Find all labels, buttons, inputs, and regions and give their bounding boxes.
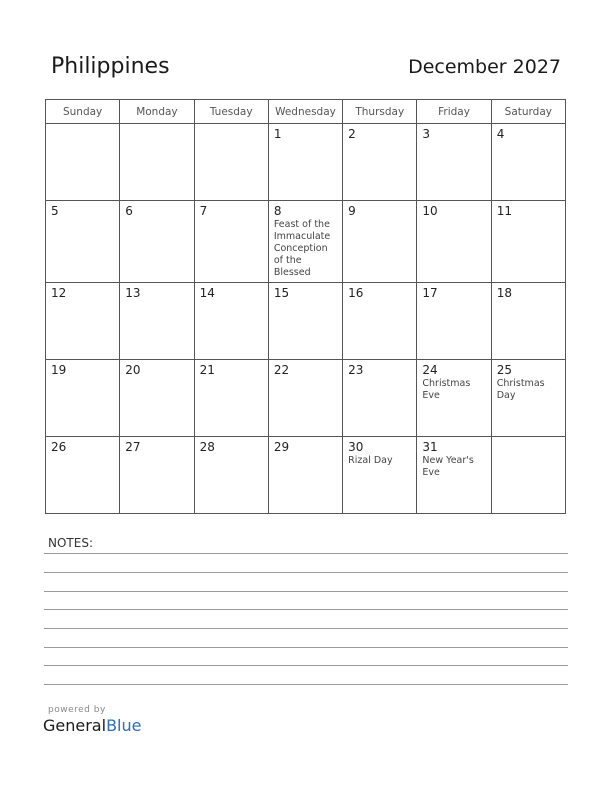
day-number: 25: [496, 363, 512, 377]
note-line: [44, 609, 568, 610]
day-cell[interactable]: [120, 437, 194, 514]
day-cell[interactable]: [46, 283, 120, 360]
day-cell-content: [46, 437, 119, 458]
day-cell-content: [269, 201, 342, 282]
day-number: 12: [51, 286, 67, 300]
day-cell-content: [195, 283, 268, 304]
weekday-thursday: Thursday: [343, 100, 417, 124]
note-line: [44, 572, 568, 573]
day-cell-content: [492, 201, 565, 222]
weekday-monday: Monday: [120, 100, 194, 124]
day-cell-content: [492, 124, 565, 145]
day-cell-content: [269, 360, 342, 381]
note-line: [44, 553, 568, 554]
day-cell[interactable]: [343, 283, 417, 360]
day-cell-content: [492, 360, 565, 405]
day-number: 29: [273, 440, 290, 454]
country-title: Philippines: [51, 54, 170, 79]
note-line: [44, 628, 568, 629]
holiday-label: Feast of the Immaculate Conception of the Blessed: [273, 219, 331, 278]
day-cell[interactable]: [343, 201, 417, 283]
day-number: 8: [273, 204, 282, 218]
day-number: 13: [125, 286, 141, 300]
day-cell[interactable]: [268, 283, 342, 360]
weekday-tuesday: Tuesday: [194, 100, 268, 124]
generalblue-logo[interactable]: [43, 716, 141, 735]
month-title: December 2027: [408, 56, 561, 78]
day-cell[interactable]: [120, 360, 194, 437]
calendar-body: [46, 124, 566, 514]
day-cell-content: [417, 437, 490, 482]
day-number: 22: [273, 363, 290, 377]
day-cell[interactable]: [268, 437, 342, 514]
day-cell-content: [343, 360, 416, 381]
day-number: 6: [125, 204, 133, 218]
day-cell-content: [120, 283, 193, 304]
day-cell[interactable]: [46, 124, 120, 201]
day-cell[interactable]: [491, 124, 565, 201]
day-cell[interactable]: [268, 201, 342, 283]
logo-blue: Blue: [106, 716, 142, 735]
day-cell-content: [492, 283, 565, 304]
day-cell-content: [195, 124, 268, 131]
day-number: 11: [496, 204, 512, 218]
day-cell[interactable]: [120, 283, 194, 360]
day-cell-content: [195, 437, 268, 458]
calendar-grid: [45, 99, 566, 514]
day-cell-content: [417, 201, 490, 222]
day-number: 20: [125, 363, 141, 377]
week-row: [46, 360, 566, 437]
day-cell-content: [120, 124, 193, 131]
day-cell[interactable]: [417, 201, 491, 283]
day-cell-content: [46, 283, 119, 304]
day-cell-content: [417, 124, 490, 145]
day-cell[interactable]: [343, 437, 417, 514]
day-cell[interactable]: [120, 201, 194, 283]
holiday-label: Christmas Day: [496, 378, 545, 401]
day-cell[interactable]: [120, 124, 194, 201]
day-cell-content: [417, 360, 490, 405]
week-row: [46, 437, 566, 514]
holiday-label: New Year's Eve: [422, 455, 474, 478]
day-cell[interactable]: [417, 360, 491, 437]
day-number: 15: [273, 286, 290, 300]
day-cell[interactable]: [343, 360, 417, 437]
day-cell-content: [46, 124, 119, 131]
day-cell-content: [46, 360, 119, 381]
week-row: [46, 283, 566, 360]
day-cell[interactable]: [194, 437, 268, 514]
day-number: 10: [422, 204, 438, 218]
holiday-label: Christmas Eve: [422, 378, 471, 401]
day-cell[interactable]: [491, 360, 565, 437]
day-number: 19: [51, 363, 67, 377]
day-cell[interactable]: [491, 201, 565, 283]
note-line: [44, 647, 568, 648]
day-number: 16: [348, 286, 364, 300]
day-number: 2: [348, 127, 356, 141]
note-line: [44, 684, 568, 685]
day-cell-content: [120, 201, 193, 222]
day-number: 14: [199, 286, 215, 300]
day-number: 24: [422, 363, 438, 377]
powered-by-text: powered by: [48, 705, 106, 715]
day-number: 1: [273, 127, 282, 141]
week-row: [46, 201, 566, 283]
day-cell[interactable]: [491, 437, 565, 514]
day-cell-content: [120, 360, 193, 381]
note-line: [44, 591, 568, 592]
day-cell-content: [46, 201, 119, 222]
day-cell[interactable]: [46, 201, 120, 283]
day-cell[interactable]: [194, 201, 268, 283]
day-number: 4: [496, 127, 505, 141]
day-number: 26: [51, 440, 67, 454]
day-cell-content: [269, 437, 342, 458]
day-cell[interactable]: [46, 360, 120, 437]
day-cell-content: [269, 283, 342, 304]
day-number: 9: [348, 204, 356, 218]
day-cell-content: [120, 437, 193, 458]
day-cell-content: [269, 124, 342, 145]
weekday-wednesday: Wednesday: [268, 100, 342, 124]
day-cell-content: [343, 201, 416, 222]
day-cell-content: [343, 124, 416, 145]
day-number: 17: [422, 286, 438, 300]
day-cell-content: [343, 283, 416, 304]
note-line: [44, 665, 568, 666]
logo-general: General: [43, 716, 107, 735]
day-cell-content: [492, 437, 565, 444]
day-cell[interactable]: [268, 124, 342, 201]
day-number: 27: [125, 440, 141, 454]
weekday-saturday: Saturday: [491, 100, 565, 124]
weekday-friday: Friday: [417, 100, 491, 124]
week-row: [46, 124, 566, 201]
holiday-label: Rizal Day: [348, 455, 393, 466]
day-cell[interactable]: [194, 283, 268, 360]
day-cell[interactable]: [417, 437, 491, 514]
day-cell[interactable]: [46, 437, 120, 514]
day-cell-content: [343, 437, 416, 470]
weekday-sunday: Sunday: [46, 100, 120, 124]
day-number: 23: [348, 363, 364, 377]
day-cell-content: [195, 201, 268, 222]
day-number: 5: [51, 204, 59, 218]
day-cell[interactable]: [268, 360, 342, 437]
day-number: 7: [199, 204, 208, 218]
day-number: 30: [348, 440, 364, 454]
day-number: 3: [422, 127, 431, 141]
day-cell-content: [417, 283, 490, 304]
day-cell-content: [195, 360, 268, 381]
day-cell[interactable]: [194, 124, 268, 201]
day-cell[interactable]: [491, 283, 565, 360]
day-cell[interactable]: [343, 124, 417, 201]
day-cell[interactable]: [417, 283, 491, 360]
day-number: 21: [199, 363, 215, 377]
day-cell[interactable]: [417, 124, 491, 201]
day-number: 18: [496, 286, 512, 300]
weekday-header-row: [46, 100, 566, 124]
day-cell[interactable]: [194, 360, 268, 437]
day-number: 31: [422, 440, 438, 454]
day-number: 28: [199, 440, 215, 454]
notes-label: NOTES:: [48, 536, 93, 550]
